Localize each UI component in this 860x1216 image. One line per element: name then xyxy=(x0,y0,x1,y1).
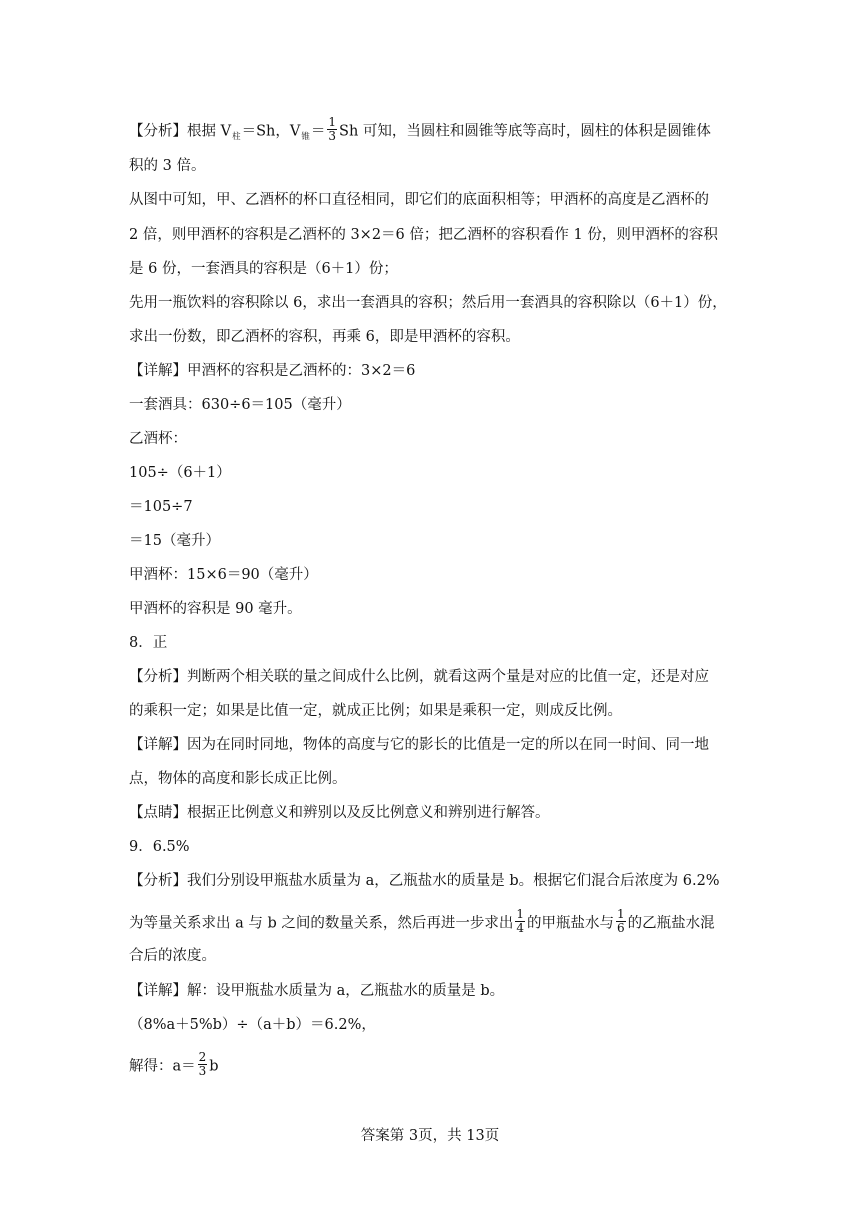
analysis-line-1 xyxy=(129,115,734,145)
fraction-one-third xyxy=(327,116,337,143)
text: 为等量关系求出 a 与 b 之间的数量关系，然后再进一步求出 xyxy=(129,915,514,932)
question-number: 8．正 xyxy=(129,635,168,651)
fraction-numerator: 1 xyxy=(617,907,625,921)
paragraph-line: 是 6 份，一套酒具的容积是（6＋1）份； xyxy=(129,261,398,277)
paragraph-line: 先用一瓶饮料的容积除以 6，求出一套酒具的容积；然后用一套酒具的容积除以（6＋1）份， xyxy=(129,295,727,311)
paragraph-line: 求出一份数，即乙酒杯的容积，再乘 6，即是甲酒杯的容积。 xyxy=(129,329,520,345)
fraction-one-sixth xyxy=(616,908,626,935)
comment-line: 【点睛】根据正比例意义和辨别以及反比例意义和辨别进行解答。 xyxy=(129,805,550,821)
answer-line: 甲酒杯的容积是 90 毫升。 xyxy=(129,601,302,617)
question-number: 9．6.5% xyxy=(129,839,190,855)
fraction-denominator: 4 xyxy=(516,921,525,935)
text: Sh 可知，当圆柱和圆锥等底等高时，圆柱的体积是圆锥体 xyxy=(339,123,711,140)
paragraph-line: 从图中可知，甲、乙酒杯的杯口直径相同，即它们的底面积相等；甲酒杯的高度是乙酒杯的 xyxy=(129,192,709,208)
subscript-zhui: 锥 xyxy=(301,131,310,142)
text: ＝ xyxy=(310,123,326,140)
analysis-line: 【分析】判断两个相关联的量之间成什么比例，就看这两个量是对应的比值一定，还是对应 xyxy=(129,669,709,685)
detail-line: 【详解】解：设甲瓶盐水质量为 a，乙瓶盐水的质量是 b。 xyxy=(129,983,505,999)
calc-line: 105÷（6＋1） xyxy=(129,465,231,481)
analysis-line: 【分析】我们分别设甲瓶盐水质量为 a，乙瓶盐水的质量是 b。根据它们混合后浓度为 6.2% xyxy=(129,873,720,889)
fraction-two-thirds xyxy=(198,1051,208,1078)
text: 的甲瓶盐水与 xyxy=(527,915,615,932)
text: 【分析】根据 V xyxy=(129,123,232,140)
calc-line: 甲酒杯：15×6＝90（毫升） xyxy=(129,567,318,583)
paragraph-line: 2 倍，则甲酒杯的容积是乙酒杯的 3×2＝6 倍；把乙酒杯的容积看作 1 份，则甲酒杯的容积 xyxy=(129,227,718,243)
fraction-one-fourth xyxy=(515,908,525,935)
calc-line: 一套酒具：630÷6＝105（毫升） xyxy=(129,397,351,413)
solution-line xyxy=(129,1050,734,1080)
text: ＝Sh，V xyxy=(241,123,301,140)
fraction-denominator: 3 xyxy=(198,1064,207,1078)
calc-line: ＝15（毫升） xyxy=(129,533,220,549)
calc-line: 乙酒杯： xyxy=(129,431,187,447)
fraction-numerator: 1 xyxy=(328,115,337,129)
analysis-line: 的乘积一定；如果是比值一定，就成正比例；如果是乘积一定，则成反比例。 xyxy=(129,703,622,719)
detail-line: 【详解】因为在同时同地，物体的高度与它的影长的比值是一定的所以在同一时间、同一地 xyxy=(129,737,709,753)
text: 的乙瓶盐水混 xyxy=(627,915,715,932)
fraction-denominator: 6 xyxy=(617,921,625,935)
text: 解得：a＝ xyxy=(129,1058,196,1075)
detail-line: 点，物体的高度和影长成正比例。 xyxy=(129,771,347,787)
calc-line: ＝105÷7 xyxy=(129,499,193,515)
analysis-line-2: 积的 3 倍。 xyxy=(129,158,206,174)
subscript-zhu: 柱 xyxy=(232,131,241,142)
detail-line: 【详解】甲酒杯的容积是乙酒杯的：3×2＝6 xyxy=(129,363,416,379)
analysis-line-fractions xyxy=(129,907,734,937)
fraction-denominator: 3 xyxy=(328,129,337,143)
analysis-line: 合后的浓度。 xyxy=(129,948,216,964)
text: b xyxy=(209,1058,219,1075)
calc-line: （8%a＋5%b）÷（a＋b）＝6.2%， xyxy=(129,1017,376,1033)
fraction-numerator: 2 xyxy=(198,1050,207,1064)
page-footer: 答案第 3页，共 13页 xyxy=(360,1128,500,1144)
fraction-numerator: 1 xyxy=(516,907,525,921)
